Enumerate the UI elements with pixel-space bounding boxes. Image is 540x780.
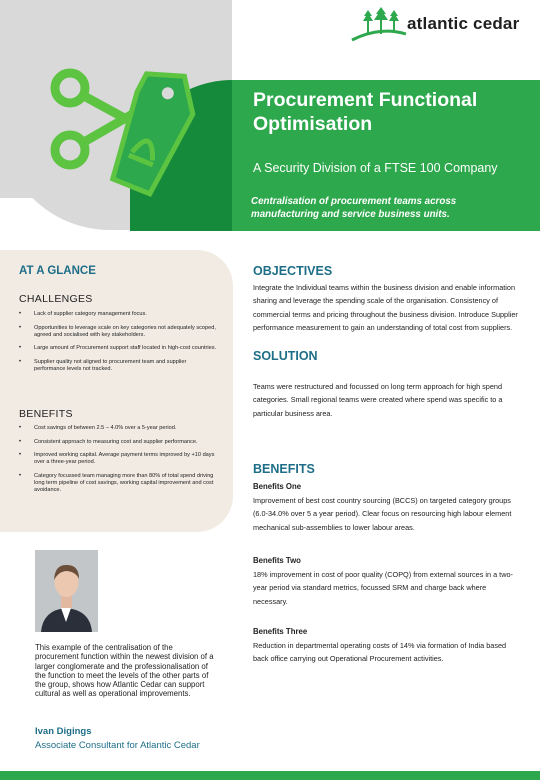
- benefits-one-text: Improvement of best cost country sourcing (BCCS) on targeted category groups (6.0-34.0% over 5 a year period). Clear focus on resourcing high labour element mechanical sub-assemblies to lower labour areas.: [253, 496, 512, 532]
- footer-bar: [0, 771, 540, 780]
- list-item: • Consistent approach to measuring cost and supplier performance.: [19, 439, 219, 446]
- page-title: Procurement Functional Optimisation: [253, 89, 478, 135]
- solution-text: Teams were restructured and focussed on long term approach for high spend categories. Small regional teams were created where spend was specific to a particular business area.: [253, 382, 503, 418]
- benefits-two-title: Benefits Two: [253, 556, 301, 565]
- benefits-heading: BENEFITS: [253, 462, 315, 476]
- list-item: • Cost savings of between 2.5 – 4.0% over a 5-year period.: [19, 425, 219, 432]
- objectives-text: Integrate the Individual teams within the business division and enable information sharing and leverage the spending scale of the organisation. Consistency of commercial terms and pricing throughout the business division. Introduce Supplier performance measurement to gain an understanding of total cost from suppliers.: [253, 283, 518, 332]
- objectives-heading: OBJECTIVES: [253, 264, 333, 278]
- brand-wordmark: atlantic cedar: [407, 14, 520, 33]
- challenges-heading: CHALLENGES: [19, 293, 93, 305]
- quote-text: This example of the centralisation of the procurement function within the newest division of a larger conglomerate and the professionalisation of the function to meet the levels of the other parts of the group, shows how Atlantic Cedar can support cultural as well as operational improvements.: [35, 643, 214, 699]
- page-subtitle: A Security Division of a FTSE 100 Company: [253, 161, 498, 175]
- scissors-money-tag-icon: [30, 40, 210, 220]
- list-item: • Large amount of Procurement support staff located in high-cost countries.: [19, 345, 219, 352]
- solution-heading: SOLUTION: [253, 349, 318, 363]
- author-role: Associate Consultant for Atlantic Cedar: [35, 740, 200, 751]
- author-photo: [35, 550, 98, 632]
- intro-text: Centralisation of procurement teams across manufacturing and service business units.: [251, 196, 457, 220]
- benefits-sidebar-list: [19, 425, 219, 500]
- challenges-list: [19, 311, 219, 379]
- list-item: • Supplier quality not aligned to procurement team and supplier performance levels not tracked.: [19, 359, 219, 373]
- list-item: • Category focussed team managing more than 80% of total spend driving long term pipeline of cost savings, working capital improvement and cost avoidance.: [19, 473, 219, 494]
- author-name: Ivan Digings: [35, 726, 92, 737]
- benefits-one-title: Benefits One: [253, 482, 302, 491]
- at-a-glance-heading: AT A GLANCE: [19, 265, 96, 277]
- benefits-sidebar-heading: BENEFITS: [19, 408, 73, 420]
- benefits-three-title: Benefits Three: [253, 627, 308, 636]
- benefits-two-text: 18% improvement in cost of poor quality (COPQ) from external sources in a two-year period via standard metrics, focussed SRM and charge back where necessary.: [253, 570, 513, 606]
- list-item: • Opportunities to leverage scale on key categories not adequately scoped, agreed and socialised with key stakeholders.: [19, 325, 219, 339]
- list-item: • Lack of supplier category management focus.: [19, 311, 219, 318]
- list-item: • Improved working capital. Average payment terms improved by +10 days over a three-year period.: [19, 452, 219, 466]
- benefits-three-text: Reduction in departmental operating costs of 14% via formation of India based back office carrying out Operational Procurement activities.: [253, 641, 507, 664]
